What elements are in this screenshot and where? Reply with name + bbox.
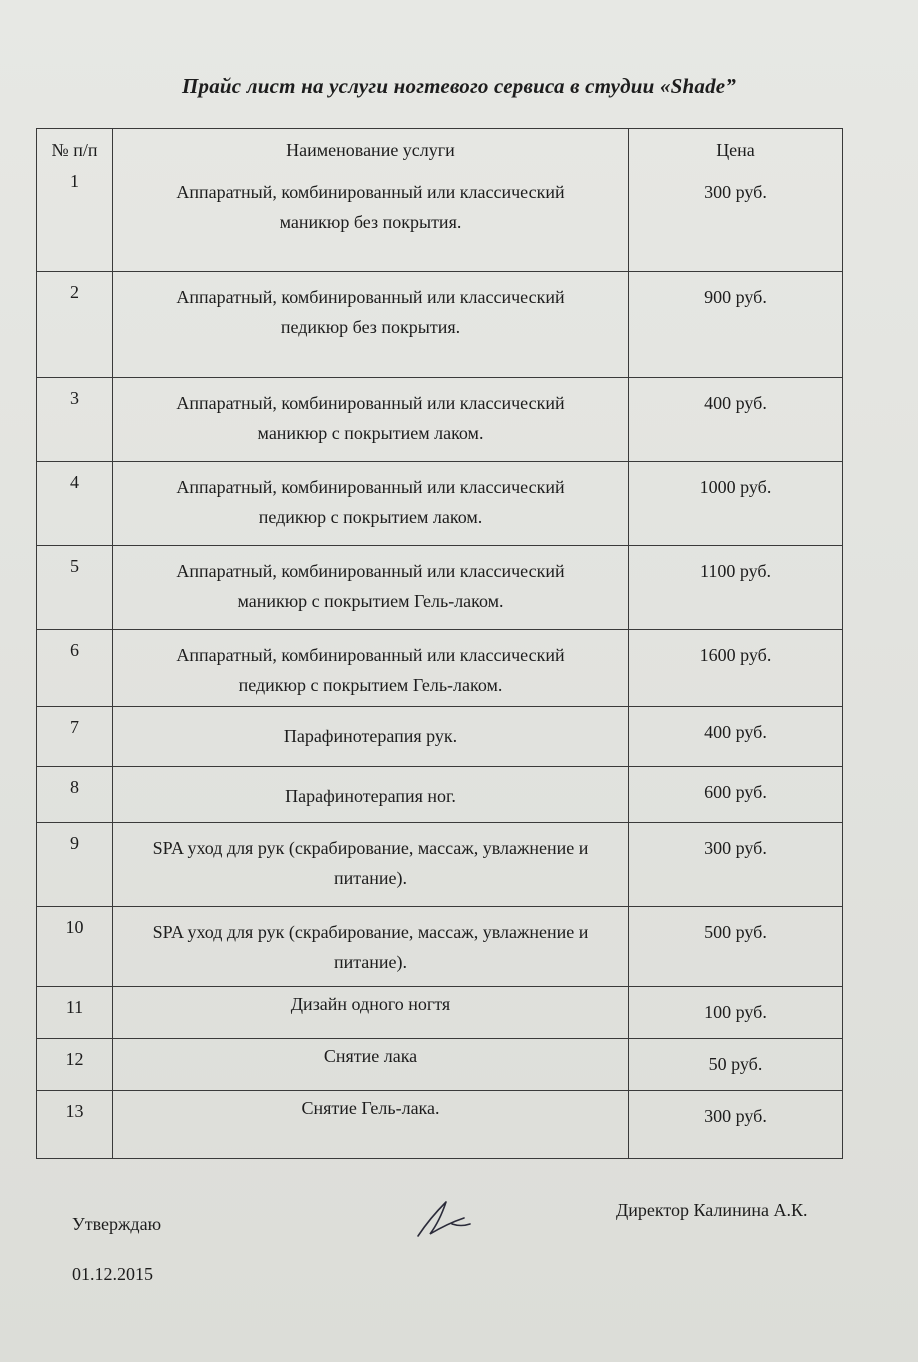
table-row: [37, 377, 843, 461]
approve-date: 01.12.2015: [72, 1264, 153, 1284]
service-price: 400 руб.: [629, 706, 843, 766]
page-title: Прайс лист на услуги ногтевого сервиса в студии «Shade”: [181, 74, 737, 98]
row-number: 7: [37, 706, 113, 766]
row-number: 9: [37, 822, 113, 906]
service-name: [113, 461, 629, 545]
service-name-line: Аппаратный, комбинированный или классический: [176, 182, 565, 202]
table-row: [37, 906, 843, 986]
service-name: [113, 822, 629, 906]
service-name: [113, 986, 629, 1038]
service-name: [113, 906, 629, 986]
approve-label: Утверждаю: [72, 1214, 162, 1234]
header-price: Цена: [629, 129, 843, 168]
service-name: [113, 629, 629, 706]
service-name-line: Снятие лака: [323, 1045, 418, 1066]
service-price: 300 руб.: [629, 822, 843, 906]
service-name-line: Аппаратный, комбинированный или классический: [176, 644, 565, 665]
service-name-line: SPA уход для рук (скрабирование, массаж, увлажнение и: [152, 921, 589, 942]
service-name: [113, 271, 629, 377]
service-name-line: Аппаратный, комбинированный или классический: [176, 392, 565, 413]
price-table: [36, 128, 843, 1159]
header-name: Наименование услуги: [113, 129, 629, 168]
table-row: [37, 706, 843, 766]
row-number: 6: [37, 629, 113, 706]
director-name: Директор Калинина А.К.: [616, 1200, 808, 1220]
service-name-line: маникюр без покрытия.: [279, 212, 462, 232]
table-row: [37, 822, 843, 906]
service-price: 400 руб.: [629, 377, 843, 461]
service-name: [113, 167, 629, 271]
table-row: [37, 461, 843, 545]
row-number: 4: [37, 461, 113, 545]
service-price: 900 руб.: [629, 271, 843, 377]
service-name-line: Дизайн одного ногтя: [290, 993, 451, 1014]
row-number: 13: [37, 1090, 113, 1158]
table-row: [37, 766, 843, 822]
service-name-line: педикюр с покрытием лаком.: [258, 506, 483, 527]
service-name-line: маникюр с покрытием Гель-лаком.: [237, 590, 504, 611]
row-number: 3: [37, 377, 113, 461]
service-name: [113, 706, 629, 766]
row-number: 11: [37, 986, 113, 1038]
table-row: [37, 1038, 843, 1090]
row-number: 12: [37, 1038, 113, 1090]
service-price: 1000 руб.: [629, 461, 843, 545]
header-num: № п/п: [37, 129, 113, 168]
service-name: [113, 1090, 629, 1158]
table-row: [37, 986, 843, 1038]
service-name: [113, 545, 629, 629]
row-number: 1: [37, 167, 113, 271]
table-row: [37, 1090, 843, 1158]
table-row: [37, 629, 843, 706]
service-name-line: Снятие Гель-лака.: [301, 1097, 440, 1118]
service-name: [113, 377, 629, 461]
row-number: 10: [37, 906, 113, 986]
service-name-line: педикюр с покрытием Гель-лаком.: [238, 674, 503, 695]
signature-icon: [412, 1184, 482, 1244]
service-name: [113, 1038, 629, 1090]
service-name-line: маникюр с покрытием лаком.: [257, 422, 484, 443]
table-row: [37, 271, 843, 377]
service-price: 50 руб.: [629, 1038, 843, 1090]
table-row: [37, 545, 843, 629]
service-price: 1600 руб.: [629, 629, 843, 706]
service-price: 1100 руб.: [629, 545, 843, 629]
service-price: 100 руб.: [629, 986, 843, 1038]
row-number: 5: [37, 545, 113, 629]
service-name-line: педикюр без покрытия.: [280, 316, 461, 337]
service-name-line: питание).: [333, 867, 408, 888]
service-name: [113, 766, 629, 822]
service-price: 600 руб.: [629, 766, 843, 822]
service-price: 300 руб.: [629, 167, 843, 271]
service-name-line: Аппаратный, комбинированный или классический: [176, 476, 565, 497]
service-name-line: Аппаратный, комбинированный или классический: [176, 560, 565, 581]
row-number: 2: [37, 271, 113, 377]
table-header-row: [37, 129, 843, 168]
service-name-line: Парафинотерапия ног.: [285, 785, 456, 806]
row-number: 8: [37, 766, 113, 822]
table-row: [37, 167, 843, 271]
service-name-line: Аппаратный, комбинированный или классический: [176, 286, 565, 307]
service-name-line: SPA уход для рук (скрабирование, массаж, увлажнение и: [152, 837, 589, 858]
service-price: 300 руб.: [629, 1090, 843, 1158]
service-name-line: питание).: [333, 951, 408, 972]
service-name-line: Парафинотерапия рук.: [283, 725, 458, 746]
service-price: 500 руб.: [629, 906, 843, 986]
